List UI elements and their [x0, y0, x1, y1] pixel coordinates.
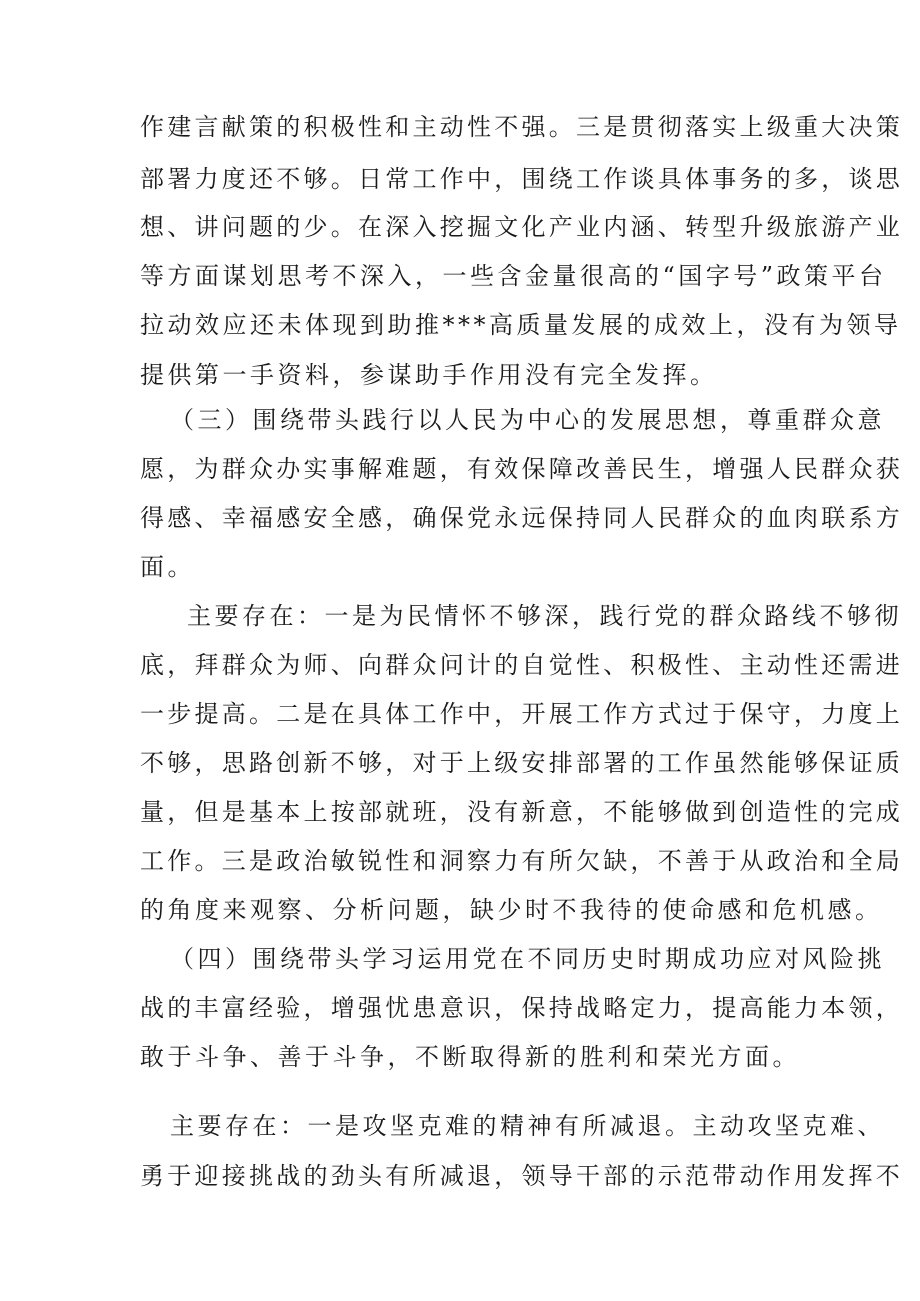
text-line: 工作。三是政治敏锐性和洞察力有所欠缺，不善于从政治和全局: [140, 847, 903, 875]
section-heading: （四）围绕带头学习运用党在不同历史时期成功应对风险挑: [170, 945, 885, 973]
section-heading: 面。: [140, 553, 195, 581]
text-line: 的角度来观察、分析问题，缺少时不我待的使命感和危机感。: [140, 896, 883, 924]
section-heading: 战的丰富经验，增强忧患意识，保持战略定力，提高能力本领，: [140, 994, 903, 1022]
section-heading: 愿，为群众办实事解难题，有效保障改善民生，增强人民群众获: [140, 455, 903, 483]
text-line: 作建言献策的积极性和主动性不强。三是贯彻落实上级重大决策: [140, 113, 903, 141]
text-line: 拉动效应还未体现到助推***高质量发展的成效上，没有为领导: [140, 311, 902, 339]
text-line: 勇于迎接挑战的劲头有所减退，领导干部的示范带动作用发挥不: [140, 1162, 903, 1190]
text-line: 想、讲问题的少。在深入挖掘文化产业内涵、转型升级旅游产业: [140, 213, 903, 241]
text-line: 部署力度还不够。日常工作中，围绕工作谈具体事务的多，谈思: [140, 165, 903, 193]
section-heading: 敢于斗争、善于斗争，不断取得新的胜利和荣光方面。: [140, 1043, 800, 1071]
section-heading: 得感、幸福感安全感，确保党永远保持同人民群众的血肉联系方: [140, 504, 903, 532]
text-line: 等方面谋划思考不深入，一些含金量很高的“国字号”政策平台: [140, 262, 887, 290]
text-line: 提供第一手资料，参谋助手作用没有完全发挥。: [140, 361, 718, 389]
text-line: 主要存在：一是为民情怀不够深，践行党的群众路线不够彻: [187, 602, 902, 630]
text-line: 底，拜群众为师、向群众问计的自觉性、积极性、主动性还需进: [140, 651, 903, 679]
section-heading: （三）围绕带头践行以人民为中心的发展思想，尊重群众意: [170, 406, 885, 434]
text-line: 量，但是基本上按部就班，没有新意，不能够做到创造性的完成: [140, 798, 903, 826]
text-line: 不够，思路创新不够，对于上级安排部署的工作虽然能够保证质: [140, 749, 903, 777]
text-line: 主要存在：一是攻坚克难的精神有所减退。主动攻坚克难、: [170, 1112, 885, 1140]
text-line: 一步提高。二是在具体工作中，开展工作方式过于保守，力度上: [140, 700, 903, 728]
